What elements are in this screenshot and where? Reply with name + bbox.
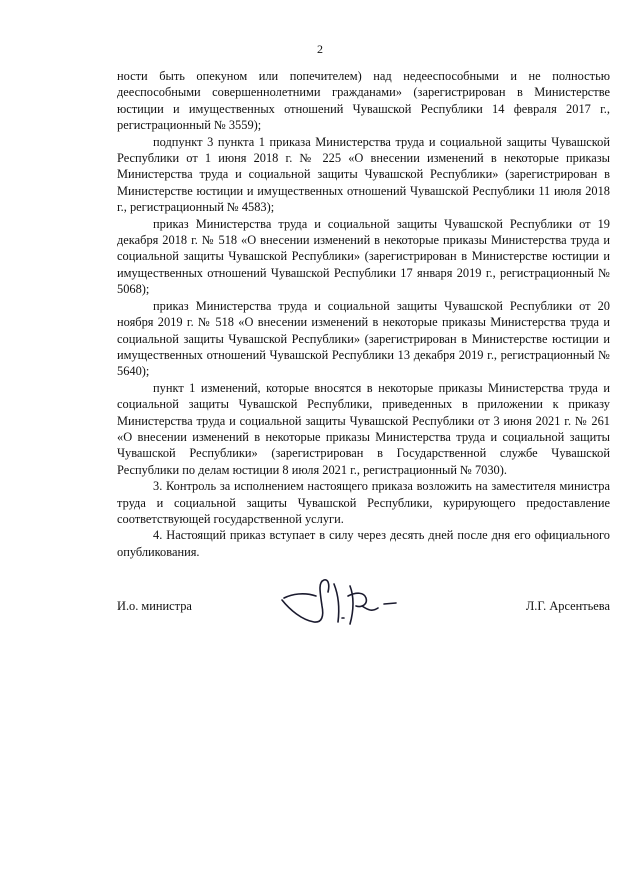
page-number: 2 [317,42,323,56]
paragraph-5: пункт 1 изменений, которые вносятся в некоторые приказы Министерства труда и социальной защиты Чувашской Республики, приведенных в приложении к приказу Министерства труда и социальной защиты Чувашской Республики от 3 июня 2021 г. № 261 «О внесении изменений в некоторые приказы Министерства труда и социальной защиты Чувашской Республики» (зарегистрирован в Государственной службе Чувашской Республики по делам юстиции 8 июля 2021 г., регистрационный № 7030). [117,380,610,477]
paragraph-6: 3. Контроль за исполнением настоящего приказа возложить на заместителя министра труда и социальной защиты Чувашской Республики, курирующего предоставление соответствующей государственной услуги. [117,479,610,526]
paragraph-4: приказ Министерства труда и социальной защиты Чувашской Республики от 20 ноября 2019 г. № 518 «О внесении изменений в некоторые приказы Министерства труда и социальной защиты Чувашской Республики» (зарегистрирован в Министерстве юстиции и имущественных отношений Чувашской Республики 13 декабря 2019 г., регистрационный № 5640); [117,298,610,379]
signatory-title: И.о. министра [117,599,192,613]
signatory-name: Л.Г. Арсентьева [525,599,610,613]
paragraph-2: подпункт 3 пункта 1 приказа Министерства труда и социальной защиты Чувашской Республики от 1 июня 2018 г. № 225 «О внесении изменений в некоторые приказы Министерства труда и социальной защиты Чувашской Республики» (зарегистрирован в Министерстве юстиции и имущественных отношений Чувашской Республики 11 июля 2018 г., регистрационный № 4583); [117,134,610,215]
paragraph-1: ности быть опекуном или попечителем) над недееспособными и не полностью дееспособными совершеннолетними гражданами» (зарегистрирован в Министерстве юстиции и имущественных отношений Чувашской Республики 14 февраля 2017 г., регистрационный № 3559); [117,69,610,133]
paragraph-7: 4. Настоящий приказ вступает в силу через десять дней после дня его официального опубликования. [117,528,610,559]
signature-block [117,598,610,618]
paragraph-3: приказ Министерства труда и социальной защиты Чувашской Республики от 19 декабря 2018 г. № 518 «О внесении изменений в некоторые приказы Министерства труда и социальной защиты Чувашской Республики» (зарегистрирован в Министерстве юстиции и имущественных отношений Чувашской Республики 17 января 2019 г., регистрационный № 5068); [117,216,610,297]
document-body [117,68,610,560]
